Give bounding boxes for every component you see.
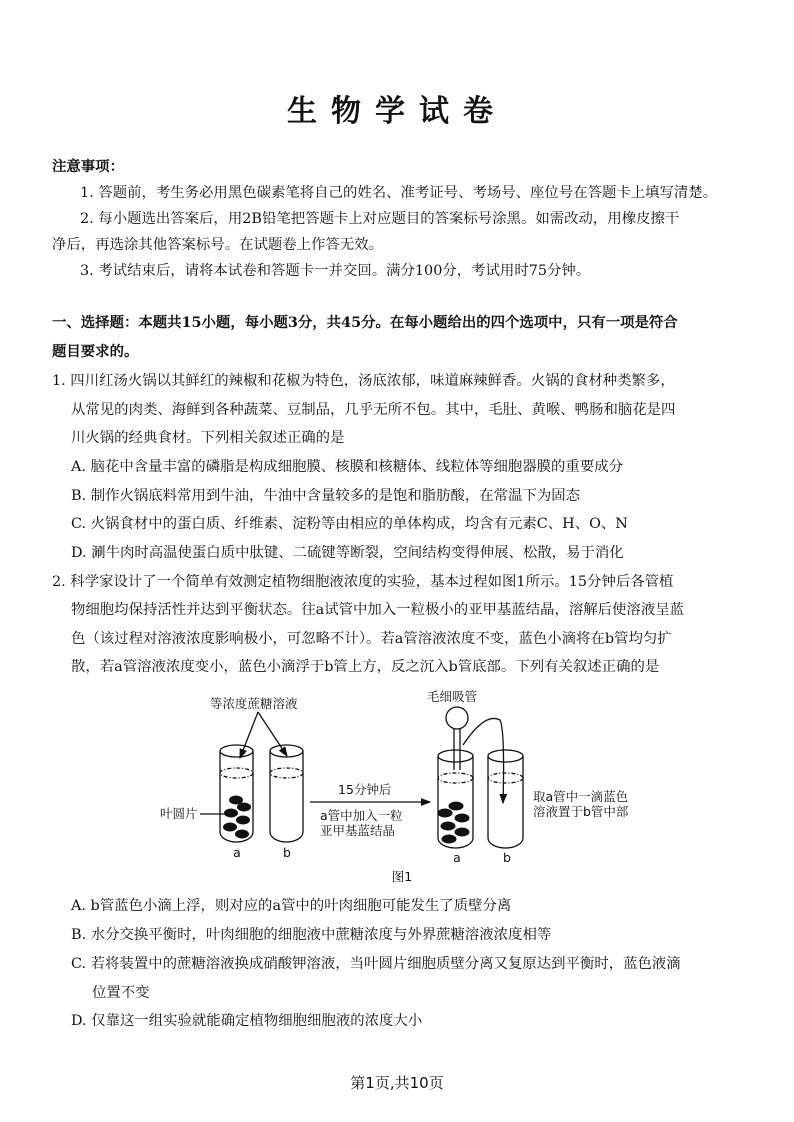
q1-stem: 川火锅的经典食材。下列相关叙述正确的是 bbox=[71, 430, 345, 446]
label-time: 15分钟后 bbox=[338, 782, 392, 797]
notice-item: 2. 每小题选出答案后，用2B铅笔把答题卡上对应题目的答案标号涂黑。如需改动，用橡皮擦干 bbox=[80, 211, 680, 227]
tube-b-right bbox=[488, 750, 523, 848]
section-heading: 题目要求的。 bbox=[52, 343, 139, 360]
q2-stem: 色（该过程对溶液浓度影响极小，可忽略不计）。若a管溶液浓度不变，蓝色小滴将在b管均匀扩 bbox=[71, 631, 672, 647]
q1-option-c: C. 火锅食材中的蛋白质、纤维素、淀粉等由相应的单体构成，均含有元素C、H、O、N bbox=[71, 516, 628, 532]
q1-option-d: D. 涮牛肉时高温使蛋白质中肽键、二硫键等断裂，空间结构变得伸展、松散，易于消化 bbox=[71, 545, 624, 561]
q2-stem: 物细胞均保持活性并达到平衡状态。往a试管中加入一粒极小的亚甲基蓝结晶，溶解后使溶液呈蓝 bbox=[71, 602, 684, 618]
q1-stem: 从常见的肉类、海鲜到各种蔬菜、豆制品，几乎无所不包。其中，毛肚、黄喉、鸭肠和脑花是四 bbox=[71, 402, 676, 418]
page-number: 第1页,共10页 bbox=[350, 1074, 444, 1092]
label-solution: 等浓度蔗糖溶液 bbox=[210, 696, 298, 711]
q1-stem: 1. 四川红汤火锅以其鲜红的辣椒和花椒为特色，汤底浓郁，味道麻辣鲜香。火锅的食材种类繁多， bbox=[52, 373, 675, 389]
tube-b-left bbox=[270, 745, 303, 842]
q2-option-a: A. b管蓝色小滴上浮，则对应的a管中的叶肉细胞可能发生了质壁分离 bbox=[71, 898, 512, 914]
q2-option-c: C. 若将装置中的蔗糖溶液换成硝酸钾溶液，当叶圆片细胞质壁分离又复原达到平衡时，蓝色液滴 bbox=[71, 956, 681, 972]
page-title: 生物学试卷 bbox=[287, 94, 507, 129]
label-add: a管中加入一粒 bbox=[320, 808, 403, 823]
label-pipette: 毛细吸管 bbox=[427, 689, 478, 704]
label-add: 亚甲基蓝结晶 bbox=[320, 823, 396, 838]
q1-option-a: A. 脑花中含量丰富的磷脂是构成细胞膜、核膜和核糖体、线粒体等细胞器膜的重要成分 bbox=[71, 459, 623, 475]
label-take: 溶液置于b管中部 bbox=[533, 804, 629, 819]
label-tube-a: a bbox=[233, 845, 241, 860]
label-leaf: 叶圆片 bbox=[160, 806, 198, 821]
label-tube-a: a bbox=[453, 850, 461, 865]
section-heading: 一、选择题：本题共15小题，每小题3分，共45分。在每小题给出的四个选项中，只有一项是符合 bbox=[52, 314, 678, 331]
label-take: 取a管中一滴蓝色 bbox=[533, 789, 629, 804]
q1-option-b: B. 制作火锅底料常用到牛油，牛油中含量较多的是饱和脂肪酸，在常温下为固态 bbox=[71, 488, 581, 504]
q2-stem: 2. 科学家设计了一个简单有效测定植物细胞液浓度的实验，基本过程如图1所示。15分钟后各管植 bbox=[52, 574, 674, 590]
figure-caption: 图1 bbox=[391, 869, 413, 884]
label-tube-b: b bbox=[283, 845, 291, 860]
label-tube-b: b bbox=[503, 850, 511, 865]
q2-option-d: D. 仅靠这一组实验就能确定植物细胞细胞液的浓度大小 bbox=[71, 1013, 423, 1029]
notice-heading: 注意事项： bbox=[52, 158, 124, 175]
q2-option-b: B. 水分交换平衡时，叶肉细胞的细胞液中蔗糖浓度与外界蔗糖溶液浓度相等 bbox=[71, 927, 552, 943]
q2-option-c: 位置不变 bbox=[92, 985, 150, 1001]
q2-stem: 散，若a管溶液浓度变小，蓝色小滴浮于b管上方，反之沉入b管底部。下列有关叙述正确的是 bbox=[71, 659, 660, 675]
notice-item: 1. 答题前，考生务必用黑色碳素笔将自己的姓名、准考证号、考场号、座位号在答题卡上填写清楚。 bbox=[80, 185, 718, 201]
notice-item: 3. 考试结束后，请将本试卷和答题卡一并交回。满分100分，考试用时75分钟。 bbox=[80, 263, 591, 279]
notice-item: 净后，再选涂其他答案标号。在试题卷上作答无效。 bbox=[52, 237, 383, 253]
